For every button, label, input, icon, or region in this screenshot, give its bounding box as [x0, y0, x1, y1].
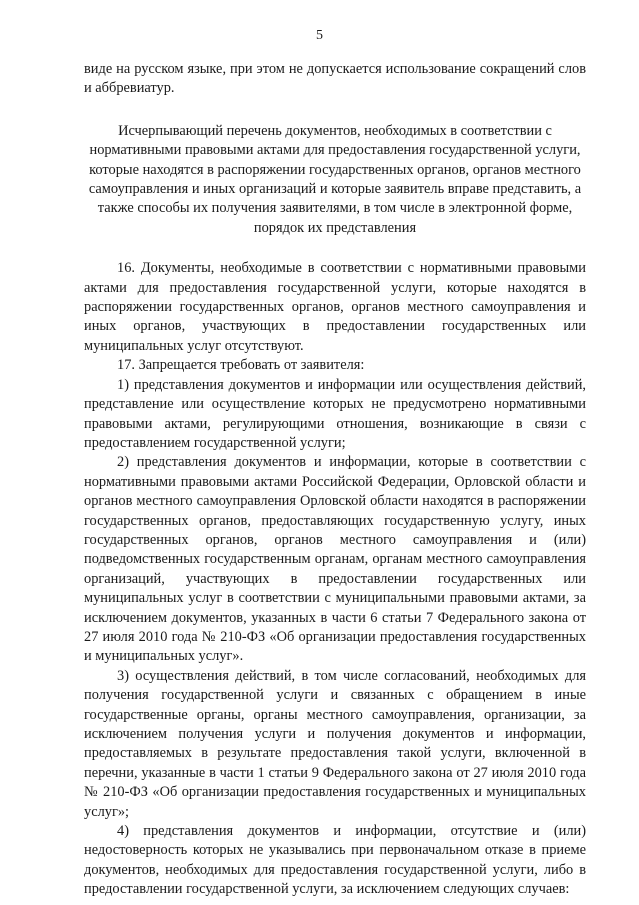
page-number: 5: [316, 28, 323, 43]
paragraph-16: 16. Документы, необходимые в соответствии с нормативными правовыми актами для предоставления государственной услуги, которые находятся в распоряжении государственных органов, органов местного самоуправления и иных органов, участвующих в предоставлении государственных или муниципальных услуг отсутствуют.: [84, 260, 586, 354]
paragraph-17: 17. Запрещается требовать от заявителя:: [117, 357, 365, 374]
list-item-1: 1) представления документов и информации или осуществления действий, представление или осуществление которых не предусмотрено нормативными правовыми актами, регулирующими отношения, возникающие в связи с предоставлением государственной услуги;: [84, 376, 586, 451]
list-item-2: 2) представления документов и информации, которые в соответствии с нормативными правовыми актами Российской Федерации, Орловской области и органов местного самоуправления Орловской области находятся в распоряжении государственных органов, предоставляющих государственную услугу, иных государственных органов, органов местного самоуправления и (или) подведомственных государственным органам, органам местного самоуправления организаций, участвующих в предоставлении государственных или муниципальных услуг в соответствии с муниципальными правовыми актами, за исключением документов, указанных в части 6 статьи 7 Федерального закона от 27 июля 2010 года № 210-ФЗ «Об организации предоставления государственных и муниципальных услуг».: [84, 454, 586, 665]
list-item-3: 3) осуществления действий, в том числе согласований, необходимых для получения государственной услуги и связанных с обращением в иные государственные органы, органы местного самоуправления, организации, за исключением получения услуги и получения документов и информации, предоставляемых в результате предоставления такой услуги, включенной в перечни, указанные в части 1 статьи 9 Федерального закона от 27 июля 2010 года № 210-ФЗ «Об организации предоставления государственных и муниципальных услуг»;: [84, 667, 586, 820]
intro-paragraph: виде на русском языке, при этом не допускается использование сокращений слов и аббревиатур.: [84, 61, 586, 97]
section-heading: Исчерпывающий перечень документов, необходимых в соответствии с нормативными правовыми актами для предоставления государственной услуги, которые находятся в распоряжении государственных органов, органов местного самоуправления и иных организаций и которые заявитель вправе представить, а также способы их получения заявителями, в том числе в электронной форме, порядок их представления: [88, 122, 582, 236]
list-item-4: 4) представления документов и информации, отсутствие и (или) недостоверность которых не указывались при первоначальном отказе в приеме документов, необходимых для предоставления государственной услуги, либо в предоставлении государственной услуги, за исключением следующих случаев:: [84, 823, 586, 898]
document-body: [84, 60, 586, 900]
